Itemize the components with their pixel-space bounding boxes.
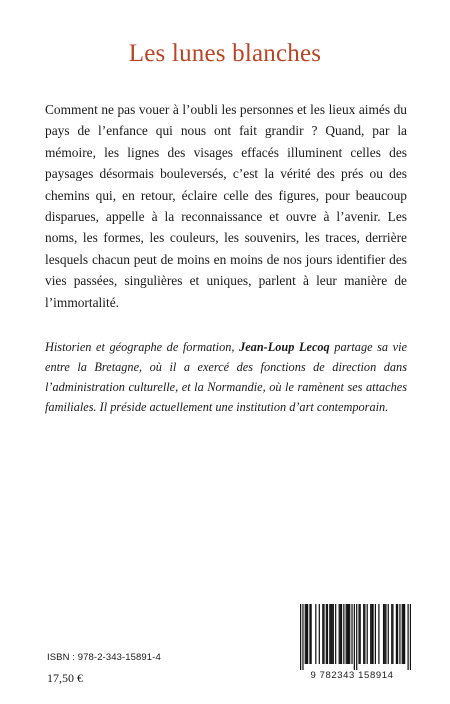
barcode bbox=[293, 604, 411, 684]
barcode-bar bbox=[302, 604, 303, 670]
barcode-bar bbox=[399, 604, 400, 664]
barcode-bar bbox=[311, 604, 312, 664]
barcode-bar bbox=[330, 604, 331, 664]
price-label: 17,50 € bbox=[47, 671, 83, 685]
barcode-bar bbox=[322, 604, 323, 664]
barcode-bar bbox=[307, 604, 308, 664]
barcode-bar bbox=[346, 604, 347, 664]
barcode-bar bbox=[327, 604, 328, 664]
barcode-bar bbox=[356, 604, 357, 670]
barcode-bar bbox=[351, 604, 352, 664]
barcode-bar bbox=[309, 604, 310, 664]
barcode-bar bbox=[339, 604, 340, 664]
barcode-bar bbox=[375, 604, 376, 664]
barcode-bar bbox=[315, 604, 316, 664]
barcode-bar bbox=[335, 604, 336, 664]
book-title: Les lunes blanches bbox=[128, 40, 322, 67]
isbn-label: ISBN : 978-2-343-15891-4 bbox=[47, 652, 161, 663]
barcode-digits: 9 782343 158914 bbox=[310, 670, 394, 681]
barcode-bar bbox=[372, 604, 373, 664]
barcode-bar bbox=[329, 604, 330, 664]
barcode-bar bbox=[385, 604, 386, 664]
barcode-bar bbox=[319, 604, 320, 664]
barcode-bar bbox=[403, 604, 404, 664]
barcode-bar bbox=[378, 604, 379, 664]
barcode-bar bbox=[396, 604, 397, 664]
barcode-bar bbox=[358, 604, 359, 664]
barcode-bar bbox=[371, 604, 372, 664]
barcode-bar bbox=[364, 604, 365, 664]
barcode-bar bbox=[383, 604, 384, 664]
barcode-bar bbox=[360, 604, 361, 664]
barcode-bar bbox=[326, 604, 327, 664]
barcode-bar bbox=[408, 604, 409, 670]
barcode-bar bbox=[340, 604, 341, 664]
barcode-bar bbox=[348, 604, 349, 664]
bio-rest: partage sa vie entre la Bretagne, où il a exercé des fonctions de direction dans l’administration culturelle, et la Normandie, où le ramènent ses attaches familiales. Il préside actuellement une institution d’art contemporain. bbox=[45, 340, 408, 414]
barcode-bar bbox=[354, 604, 355, 670]
barcode-bar bbox=[402, 604, 403, 664]
barcode-bar bbox=[388, 604, 389, 664]
barcode-bar bbox=[392, 604, 393, 664]
barcode-bar bbox=[323, 604, 324, 664]
barcode-bar bbox=[332, 604, 333, 664]
barcode-bar bbox=[367, 604, 368, 664]
barcode-bar bbox=[306, 604, 307, 664]
barcode-bar bbox=[349, 604, 350, 664]
barcode-bar bbox=[410, 604, 411, 670]
barcode-bar bbox=[305, 604, 306, 664]
barcode-bar bbox=[347, 604, 348, 664]
barcode-bar bbox=[343, 604, 344, 664]
barcode-bar bbox=[397, 604, 398, 664]
barcode-bar bbox=[341, 604, 342, 664]
back-cover-blurb: Comment ne pas vouer à l’oubli les personnes et les lieux aimés du pays de l’enfance qui nous ont fait grandir ? Quand, par la mémoire, les lignes des visages effacés illuminent celles des paysages désormais bouleversés, c’est la vérité des prés ou des chemins qui, en retour, éclaire celle des figures, pour beaucoup disparues, appelle à la reconnaissance et ouvre à l’avenir. Les noms, les formes, les couleurs, les souvenirs, les traces, derrière lesquels chacun peut de moins en moins de nos jours identifier des vies passées, singulières et uniques, parlent à leur manière de l’immortalité. bbox=[45, 102, 407, 310]
barcode-bar bbox=[300, 604, 301, 670]
barcode-bar bbox=[384, 604, 385, 664]
barcode-bar bbox=[363, 604, 364, 664]
bio-intro: Historien et géographe de formation, bbox=[45, 340, 240, 354]
barcode-bar bbox=[404, 604, 405, 664]
author-bio bbox=[45, 337, 407, 417]
barcode-bars bbox=[293, 604, 411, 670]
author-name: Jean-Loup Lecoq bbox=[239, 340, 330, 354]
barcode-bar bbox=[370, 604, 371, 664]
barcode-bar bbox=[391, 604, 392, 664]
barcode-bar bbox=[333, 604, 334, 664]
